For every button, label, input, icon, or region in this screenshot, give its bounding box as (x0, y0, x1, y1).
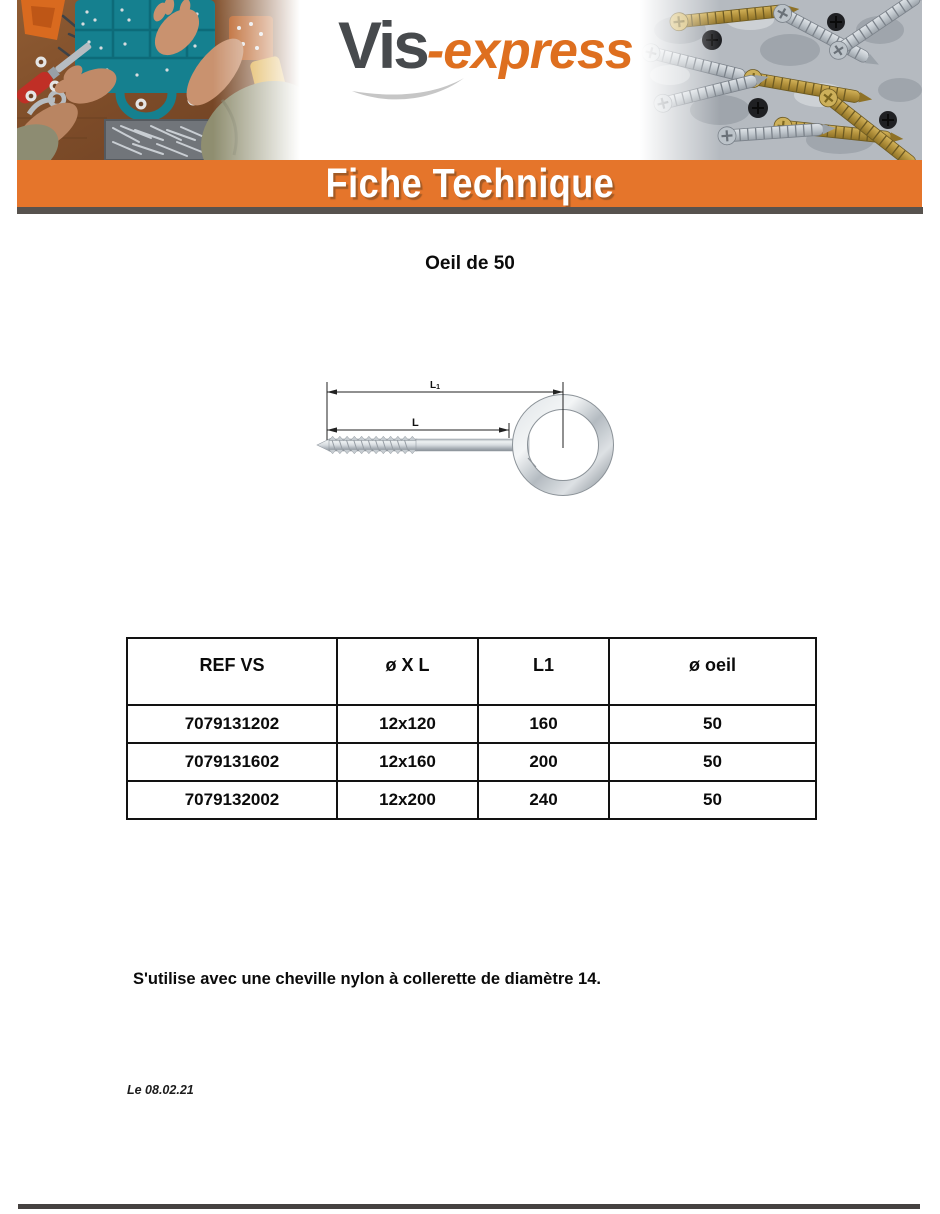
brand-wordmark (338, 8, 633, 82)
technical-drawing-container (312, 362, 637, 527)
cell-ref: 7079131602 (127, 743, 337, 781)
col-header-eye-diameter: ø oeil (609, 638, 816, 705)
cell-eye-diameter: 50 (609, 743, 816, 781)
footer-bar (18, 1204, 920, 1209)
brand-logo (338, 8, 633, 104)
header-photo-right (640, 0, 922, 160)
spec-table (126, 637, 817, 820)
cell-eye-diameter: 50 (609, 781, 816, 819)
cell-diameter-length: 12x120 (337, 705, 478, 743)
table-row (127, 705, 816, 743)
brand-name-primary: Vis (338, 8, 427, 82)
col-header-diameter-length: ø X L (337, 638, 478, 705)
cell-eye-diameter: 50 (609, 705, 816, 743)
technical-drawing (312, 362, 637, 522)
table-row (127, 781, 816, 819)
header-photo-left (17, 0, 300, 160)
brand-name-secondary: -express (426, 22, 633, 80)
cell-diameter-length: 12x160 (337, 743, 478, 781)
banner-title: Fiche Technique (325, 160, 614, 206)
cell-diameter-length: 12x200 (337, 781, 478, 819)
dimension-label-l: L (412, 417, 419, 429)
cell-l1: 200 (478, 743, 609, 781)
table-header-row (127, 638, 816, 705)
usage-note: S'utilise avec une cheville nylon à collerette de diamètre 14. (133, 969, 601, 988)
cell-ref: 7079132002 (127, 781, 337, 819)
header (0, 0, 940, 160)
table-row (127, 743, 816, 781)
dimension-label-l1: L1 (430, 380, 441, 391)
cell-l1: 240 (478, 781, 609, 819)
cell-l1: 160 (478, 705, 609, 743)
page-title: Oeil de 50 (425, 253, 515, 274)
eye-screw-illustration (317, 395, 614, 496)
col-header-l1: L1 (478, 638, 609, 705)
cell-ref: 7079131202 (127, 705, 337, 743)
banner-shadow-bar (17, 207, 923, 214)
document-date: Le 08.02.21 (127, 1082, 194, 1097)
col-header-ref: REF VS (127, 638, 337, 705)
banner-fiche-technique (17, 160, 922, 207)
